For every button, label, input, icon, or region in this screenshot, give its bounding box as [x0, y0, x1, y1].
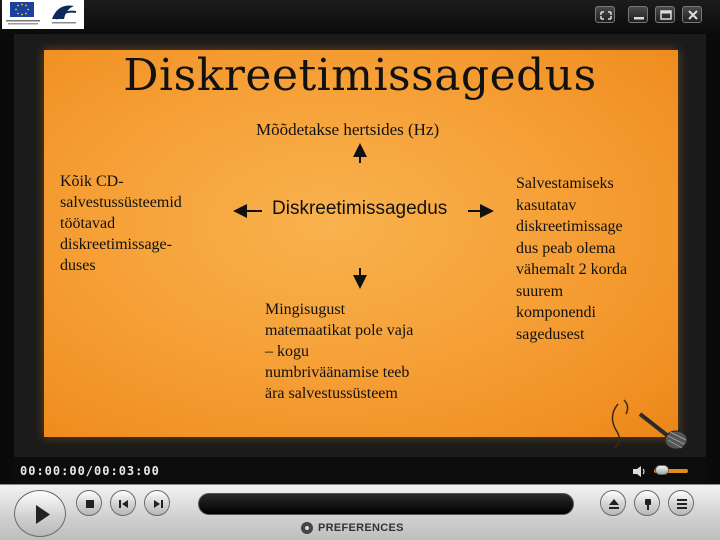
right-line: vähemalt 2 korda [516, 261, 628, 278]
seek-bar[interactable] [198, 493, 574, 515]
left-line: diskreetimissage- [60, 236, 172, 253]
control-bar [0, 484, 720, 540]
time-display: 00:00:00/00:03:00 [20, 464, 160, 478]
right-line: suurem [516, 282, 564, 300]
unit-text: Mõõdetakse hertsides (Hz) [256, 120, 440, 139]
right-line: kasutatav [516, 196, 577, 214]
next-button[interactable] [144, 490, 170, 516]
right-line: sagedusest [516, 325, 585, 343]
left-line: Kõik CD- [60, 173, 124, 190]
stop-icon [77, 491, 103, 517]
right-line: Salvestamiseks [516, 175, 614, 192]
menu-icon [669, 491, 695, 517]
preferences-label: PREFERENCES [318, 522, 404, 534]
bottom-line: numbriväänamise teeb [265, 364, 410, 381]
right-line: komponendi [516, 304, 596, 321]
center-concept: Diskreetimissagedus [272, 198, 448, 219]
bottom-line: – kogu [265, 343, 309, 360]
right-line: diskreetimissage [516, 218, 623, 235]
previous-icon [111, 491, 137, 517]
time-bar [14, 458, 706, 484]
right-line: dus peab olema [516, 239, 616, 257]
stop-button[interactable] [76, 490, 102, 516]
preferences-icon [300, 521, 314, 535]
play-icon [15, 491, 67, 538]
bottom-line: Mingisugust [265, 301, 346, 318]
slide-title: Diskreetimissagedus [123, 50, 597, 101]
bottom-line: ära salvestussüsteem [265, 385, 398, 402]
left-line: duses [60, 257, 96, 274]
bottom-line: matemaatikat pole vaja [265, 322, 414, 339]
previous-button[interactable] [110, 490, 136, 516]
left-line: töötavad [60, 215, 116, 232]
volume-slider-knob[interactable] [655, 465, 669, 475]
eject-icon [601, 491, 627, 517]
settings-icon [635, 491, 661, 517]
volume-icon[interactable] [632, 465, 648, 478]
left-line: salvestussüsteemid [60, 194, 182, 211]
microphone-illustration [600, 396, 696, 452]
next-icon [145, 491, 171, 517]
menu-button[interactable] [668, 490, 694, 516]
eject-button[interactable] [600, 490, 626, 516]
play-button[interactable] [14, 490, 66, 537]
settings-button[interactable] [634, 490, 660, 516]
